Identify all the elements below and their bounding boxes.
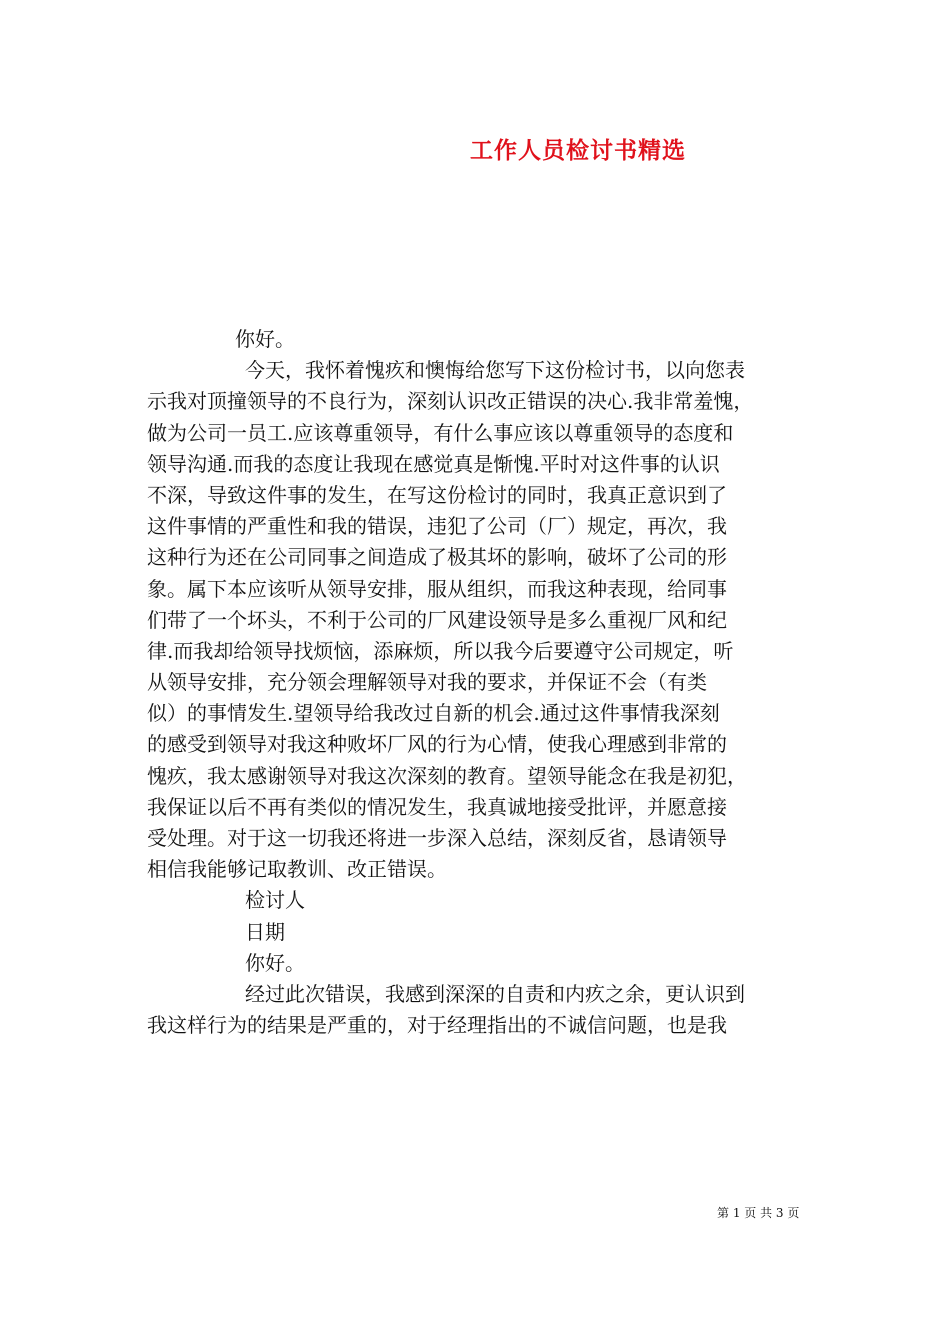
paragraph-line: 的感受到领导对我这种败坏厂风的行为心情，使我心理感到非常的: [147, 732, 727, 757]
paragraph-line: 示我对顶撞领导的不良行为，深刻认识改正错误的决心.我非常羞愧，: [147, 389, 754, 414]
signature-label: 检讨人: [245, 888, 305, 913]
page-number: 第 1 页 共 3 页: [717, 1206, 800, 1220]
paragraph-line: 律.而我却给领导找烦恼，添麻烦，所以我今后要遵守公司规定，听: [147, 638, 734, 663]
greeting-line: 你好。: [235, 327, 295, 351]
document-body: [147, 324, 815, 1041]
paragraph-line: 愧疚，我太感谢领导对我这次深刻的教育。望领导能念在我是初犯，: [147, 763, 747, 788]
paragraph-line: 从领导安排，充分领会理解领导对我的要求，并保证不会（有类: [147, 670, 707, 695]
paragraph-line: 经过此次错误，我感到深深的自责和内疚之余，更认识到: [245, 981, 745, 1006]
paragraph-line: 今天，我怀着愧疚和懊悔给您写下这份检讨书，以向您表: [245, 358, 745, 383]
paragraph-line: 似）的事情发生.望领导给我改过自新的机会.通过这件事情我深刻: [147, 701, 720, 726]
paragraph-line: 们带了一个坏头，不利于公司的厂风建设领导是多么重视厂风和纪: [147, 607, 727, 632]
paragraph-line: 受处理。对于这一切我还将进一步深入总结，深刻反省，恳请领导: [147, 826, 727, 850]
greeting-line: 你好。: [245, 950, 305, 975]
paragraph-line: 这种行为还在公司同事之间造成了极其坏的影响，破坏了公司的形: [147, 545, 727, 570]
paragraph-line: 我保证以后不再有类似的情况发生，我真诚地接受批评，并愿意接: [147, 794, 727, 819]
paragraph-line: 相信我能够记取教训、改正错误。: [147, 857, 447, 882]
paragraph-line: 我这样行为的结果是严重的，对于经理指出的不诚信问题，也是我: [147, 1013, 727, 1038]
date-label: 日期: [245, 919, 285, 944]
paragraph-line: 领导沟通.而我的态度让我现在感觉真是惭愧.平时对这件事的认识: [147, 451, 720, 476]
paragraph-line: 这件事情的严重性和我的错误，违犯了公司（厂）规定，再次，我: [147, 514, 727, 539]
paragraph-line: 不深，导致这件事的发生，在写这份检讨的同时，我真正意识到了: [147, 482, 727, 507]
document-title: 工作人员检讨书精选: [470, 137, 686, 164]
paragraph-line: 象。属下本应该听从领导安排，服从组织，而我这种表现，给同事: [147, 576, 727, 601]
paragraph-line: 做为公司一员工.应该尊重领导，有什么事应该以尊重领导的态度和: [147, 420, 734, 445]
